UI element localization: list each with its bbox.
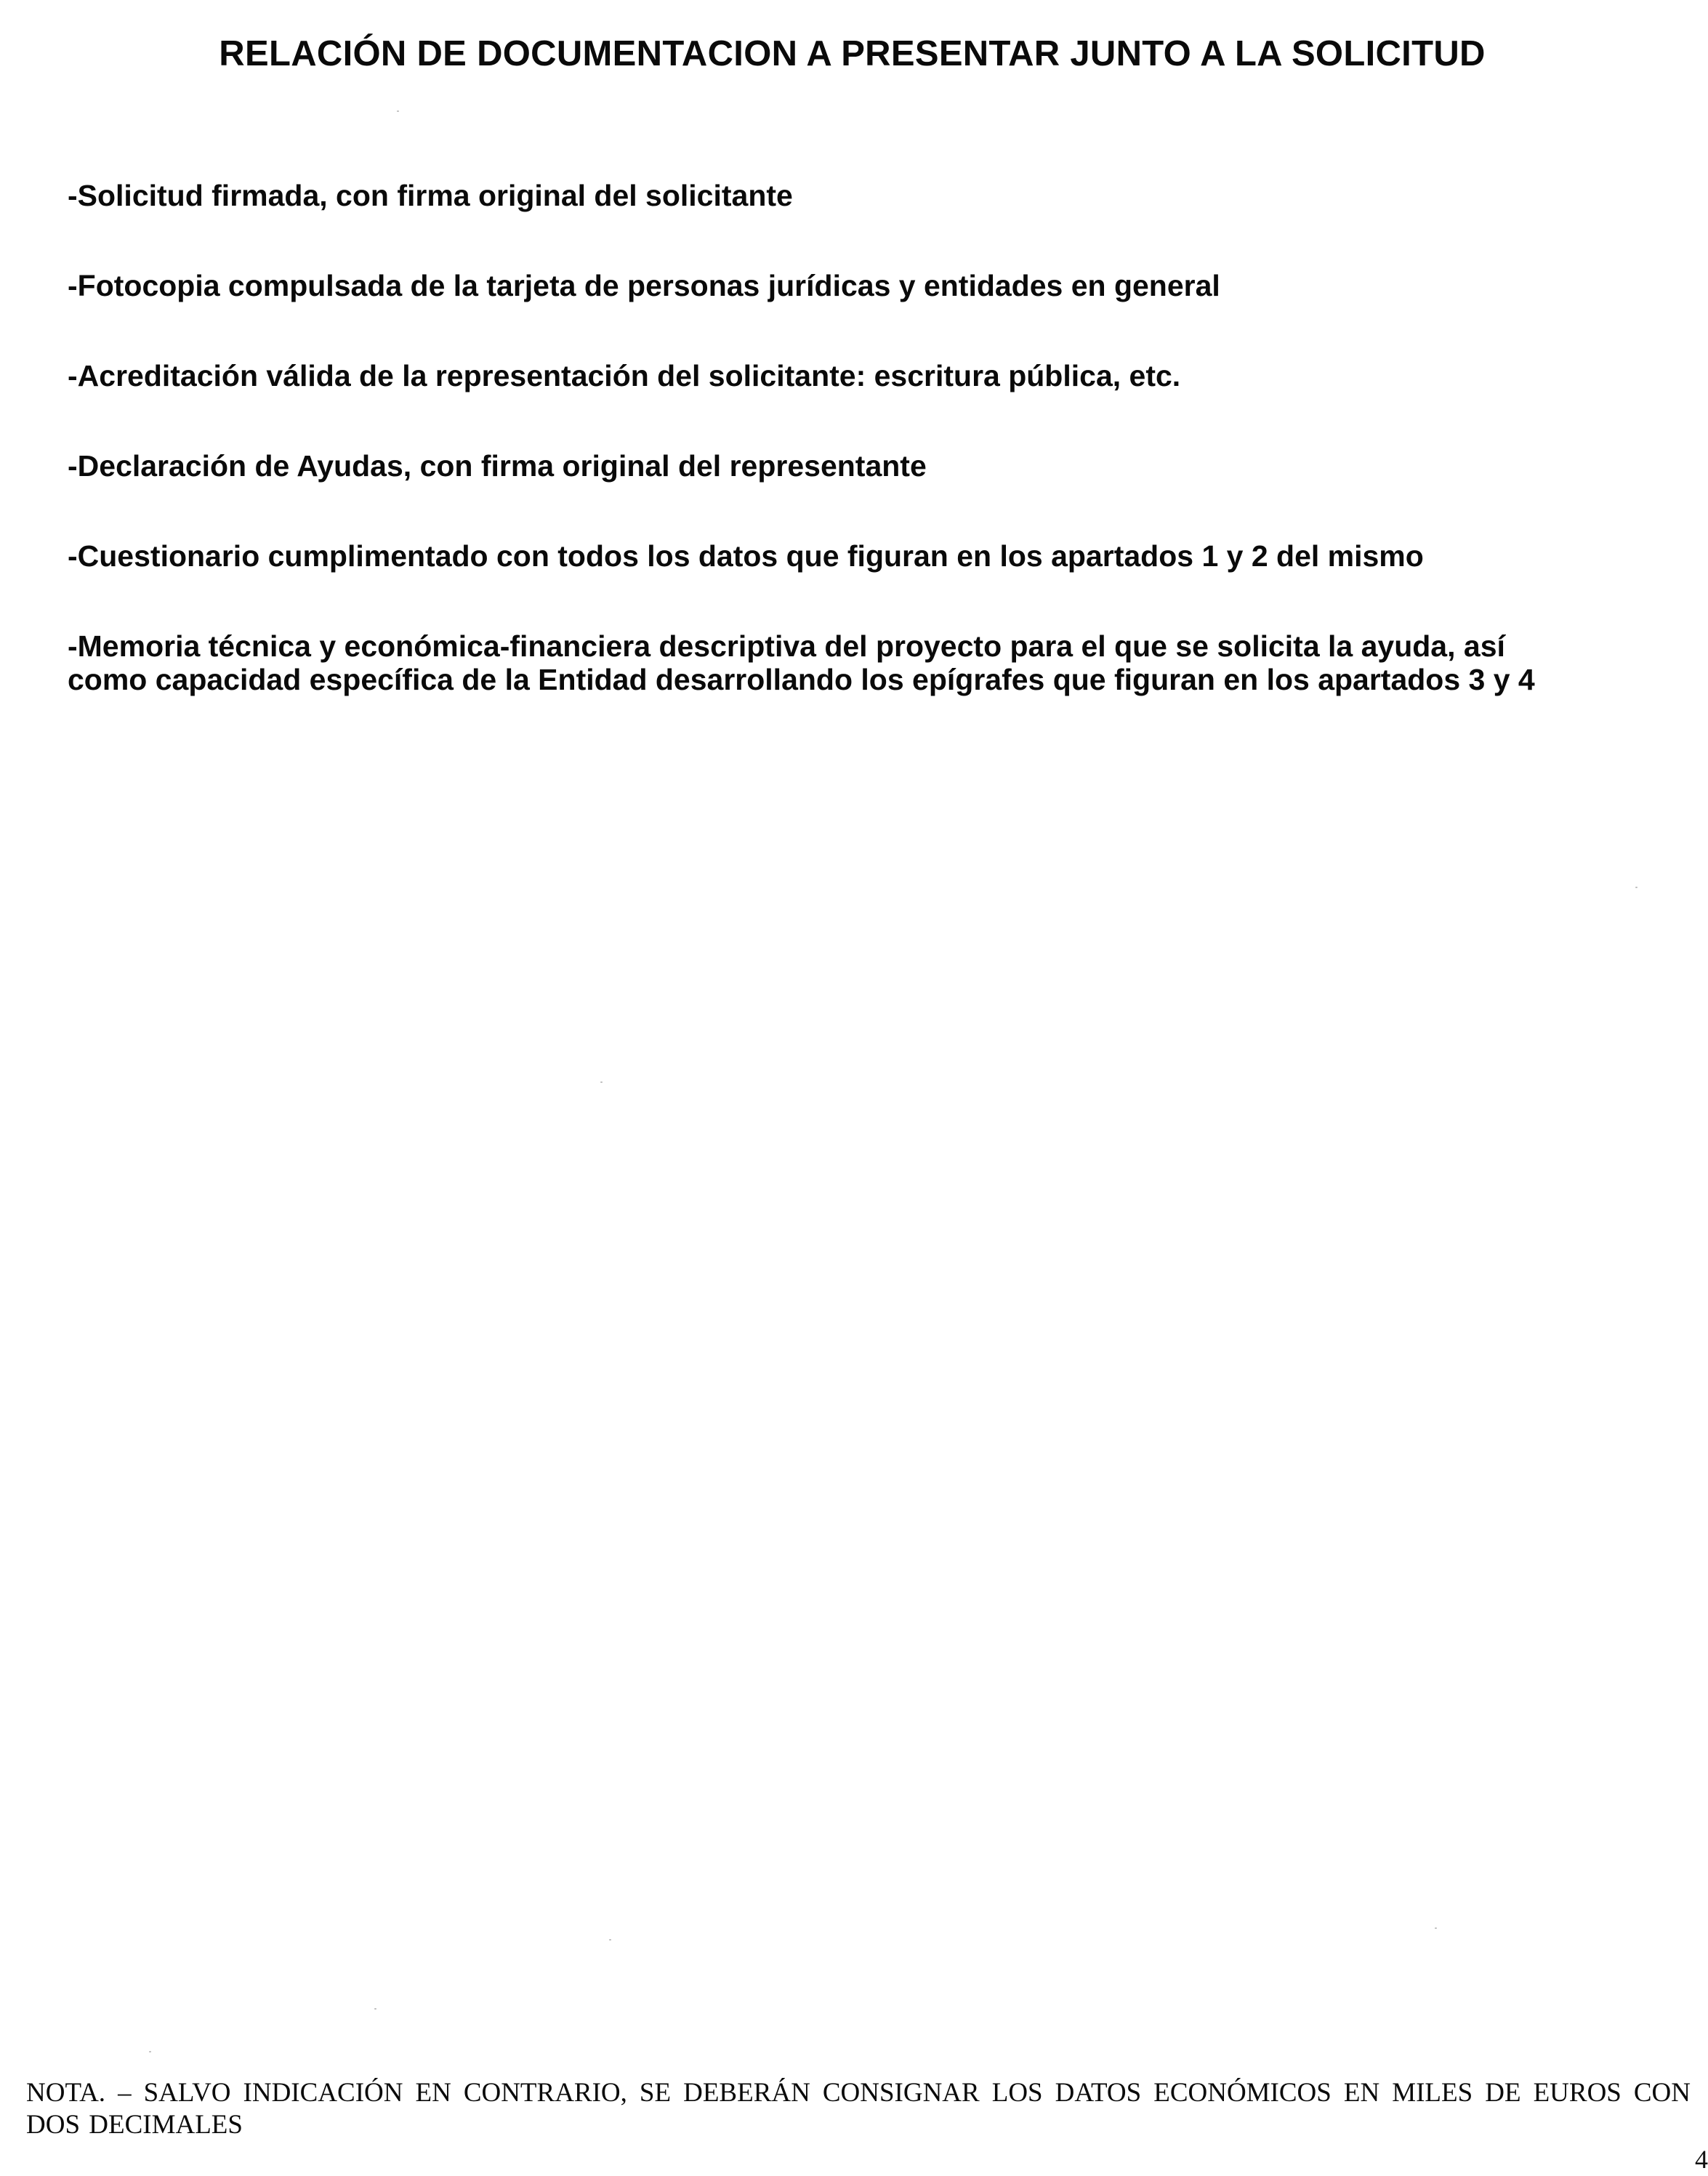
scan-speck: [609, 1939, 611, 1941]
list-item-cuestionario: -Cuestionario cumplimentado con todos los datos que figuran en los apartados 1 y 2 del mismo: [68, 539, 1424, 573]
footer-note: NOTA. – SALVO INDICACIÓN EN CONTRARIO, SE DEBERÁN CONSIGNAR LOS DATOS ECONÓMICOS EN MILES DE EUROS CON DOS DECIMALES: [26, 2078, 1691, 2140]
list-item-declaracion: -Declaración de Ayudas, con firma original del representante: [68, 449, 927, 483]
scan-speck: [149, 2051, 151, 2052]
page-number: 4: [1695, 2145, 1708, 2174]
scan-speck: [397, 110, 399, 112]
document-title: RELACIÓN DE DOCUMENTACION A PRESENTAR JUNTO A LA SOLICITUD: [219, 34, 1486, 73]
list-item-memoria: -Memoria técnica y económica-financiera descriptiva del proyecto para el que se solicita la ayuda, así como capacidad específica de la Entidad desarrollando los epígrafes que figuran en los apartados 3 y 4: [68, 629, 1535, 696]
documentation-list: [68, 179, 1688, 753]
scan-speck: [374, 2008, 376, 2010]
list-item-fotocopia: -Fotocopia compulsada de la tarjeta de personas jurídicas y entidades en general: [68, 269, 1220, 302]
list-item-solicitud: -Solicitud firmada, con firma original del solicitante: [68, 179, 793, 212]
scan-speck: [1435, 1927, 1437, 1929]
scan-speck: [600, 1081, 603, 1083]
scan-speck: [1635, 887, 1637, 888]
list-item-acreditacion: -Acreditación válida de la representación del solicitante: escritura pública, etc.: [68, 359, 1181, 392]
